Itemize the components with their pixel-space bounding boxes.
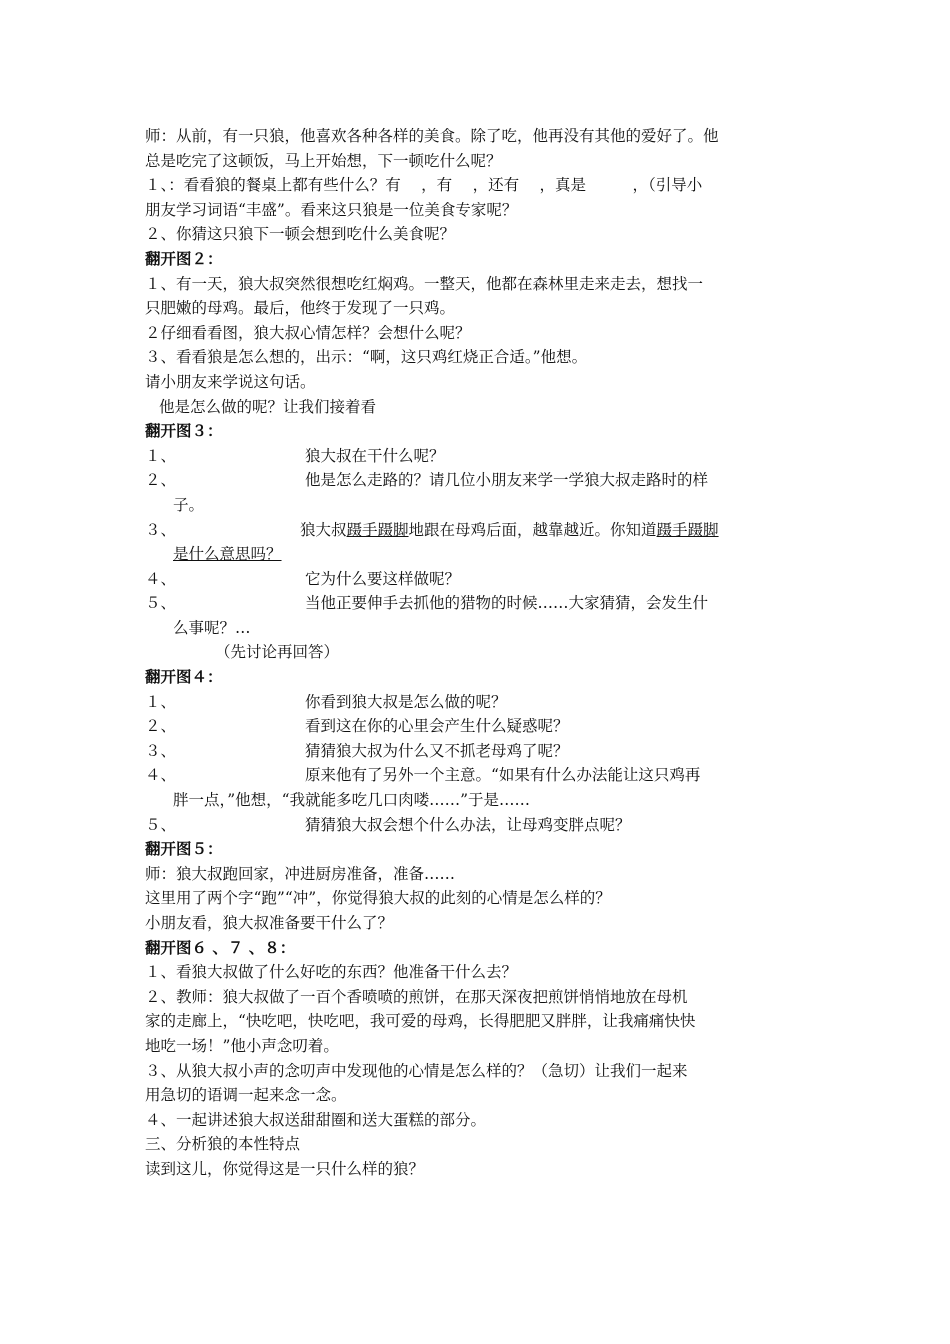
- question-line: 朋友学习词语“丰盛”。看来这只狼是一位美食专家呢？: [145, 200, 518, 219]
- section-heading: 翻开图３：: [145, 422, 223, 441]
- item-text: 狼大叔在干什么呢？: [305, 446, 445, 465]
- item-text: 它为什么要这样做呢？: [305, 569, 461, 588]
- paragraph-line: 这里用了两个字“跑”“冲”，你觉得狼大叔的此刻的心情是怎么样的？: [145, 889, 611, 908]
- paragraph-line: 请小朋友来学说这句话。: [145, 372, 316, 391]
- item-number: ５、: [145, 815, 177, 834]
- list-item: [145, 518, 813, 543]
- item-text: 看到这在你的心里会产生什么疑惑呢？: [305, 717, 569, 736]
- note-line: （先讨论再回答）: [215, 643, 340, 662]
- paragraph-line: ２、教师：狼大叔做了一百个香喷喷的煎饼，在那天深夜把煎饼悄悄地放在母机: [145, 987, 688, 1006]
- section-heading: 翻开图６ 、７ 、８：: [145, 938, 296, 957]
- lesson-text: [145, 124, 813, 1182]
- item-text: 狼大叔: [300, 520, 347, 539]
- paragraph-line: 家的走廊上，“快吃吧，快吃吧，我可爱的母鸡，长得肥肥又胖胖，让我痛痛快快: [145, 1012, 696, 1031]
- item-continuation: 胖一点，”他想，“我就能多吃几口肉喽……”于是……: [173, 791, 531, 810]
- paragraph-line: 他是怎么做的呢？让我们接着看: [159, 397, 377, 416]
- item-number: １、: [145, 692, 177, 711]
- question-line: ２、你猜这只狼下一顿会想到吃什么美食呢？: [145, 225, 456, 244]
- list-item: [145, 690, 813, 715]
- underlined-term: 是什么意思吗？: [173, 545, 282, 564]
- paragraph-line: 用急切的语调一起来念一念。: [145, 1086, 347, 1105]
- paragraph-line: ３、从狼大叔小声的念叨声中发现他的心情是怎么样的？（急切）让我们一起来: [145, 1061, 688, 1080]
- list-item: [145, 444, 813, 469]
- item-text: 原来他有了另外一个主意。“如果有什么办法能让这只鸡再: [305, 766, 701, 785]
- paragraph-line: ３、看看狼是怎么想的，出示：“啊，这只鸡红烧正合适。”他想。: [145, 348, 588, 367]
- item-continuation: [145, 542, 813, 567]
- paragraph-line: 小朋友看，狼大叔准备要干什么了？: [145, 914, 394, 932]
- paragraph-line: 师：狼大叔跑回家，冲进厨房准备，准备……: [145, 864, 456, 883]
- item-number: １、: [145, 446, 177, 465]
- list-item: [145, 468, 813, 493]
- section-heading: 翻开图２：: [145, 249, 223, 268]
- item-text: 猜猜狼大叔会想个什么办法，让母鸡变胖点呢？: [305, 815, 631, 834]
- paragraph-line: １、看狼大叔做了什么好吃的东西？他准备干什么去？: [145, 963, 518, 982]
- paragraph-line: ２仔细看看图，狼大叔心情怎样？会想什么呢？: [145, 323, 471, 342]
- paragraph-line: 地吃一场！”他小声念叨着。: [145, 1036, 339, 1055]
- underlined-term: 蹑手蹑脚: [346, 520, 409, 539]
- paragraph-line: 读到这儿，你觉得这是一只什么样的狼？: [145, 1159, 425, 1178]
- item-text: 地跟在母鸡后面，越靠越近。你知道: [408, 520, 657, 539]
- item-text: 你看到狼大叔是怎么做的呢？: [305, 692, 507, 711]
- item-number: ２、: [145, 717, 177, 736]
- item-continuation: 么事呢？…: [173, 618, 251, 637]
- paragraph-line: ４、一起讲述狼大叔送甜甜圈和送大蛋糕的部分。: [145, 1110, 487, 1129]
- underlined-term: 蹑手蹑脚: [656, 520, 719, 539]
- item-number: ４、: [145, 766, 177, 785]
- list-item: [145, 567, 813, 592]
- item-number: ３、: [145, 520, 177, 539]
- section-heading: 翻开图５：: [145, 840, 223, 859]
- paragraph-line: 只肥嫩的母鸡。最后，他终于发现了一只鸡。: [145, 299, 456, 318]
- question-line: １、：看看狼的餐桌上都有些什么？有 ，有 ，还有 ，真是 ，（引导小: [145, 176, 703, 195]
- item-text: 他是怎么走路的？请几位小朋友来学一学狼大叔走路时的样: [305, 471, 709, 490]
- list-item: [145, 591, 813, 616]
- section-heading: 三、分析狼的本性特点: [145, 1135, 301, 1154]
- list-item: [145, 763, 813, 788]
- intro-line: 师：从前，有一只狼，他喜欢各种各样的美食。除了吃，他再没有其他的爱好了。他: [145, 127, 719, 145]
- item-continuation: 子。: [173, 495, 205, 514]
- item-number: ４、: [145, 569, 177, 588]
- item-number: ３、: [145, 741, 177, 760]
- item-text: 猜猜狼大叔为什么又不抓老母鸡了呢？: [305, 741, 569, 760]
- item-number: ２、: [145, 471, 177, 490]
- intro-line: 总是吃完了这顿饭，马上开始想，下一顿吃什么呢？: [145, 151, 502, 170]
- list-item: [145, 739, 813, 764]
- paragraph-line: １、有一天，狼大叔突然很想吃红焖鸡。一整天，他都在森林里走来走去，想找一: [145, 274, 704, 293]
- list-item: [145, 813, 813, 838]
- section-heading: 翻开图４：: [145, 668, 223, 687]
- item-number: ５、: [145, 594, 177, 613]
- list-item: [145, 714, 813, 739]
- item-text: 当他正要伸手去抓他的猎物的时候……大家猜猜，会发生什: [305, 594, 709, 613]
